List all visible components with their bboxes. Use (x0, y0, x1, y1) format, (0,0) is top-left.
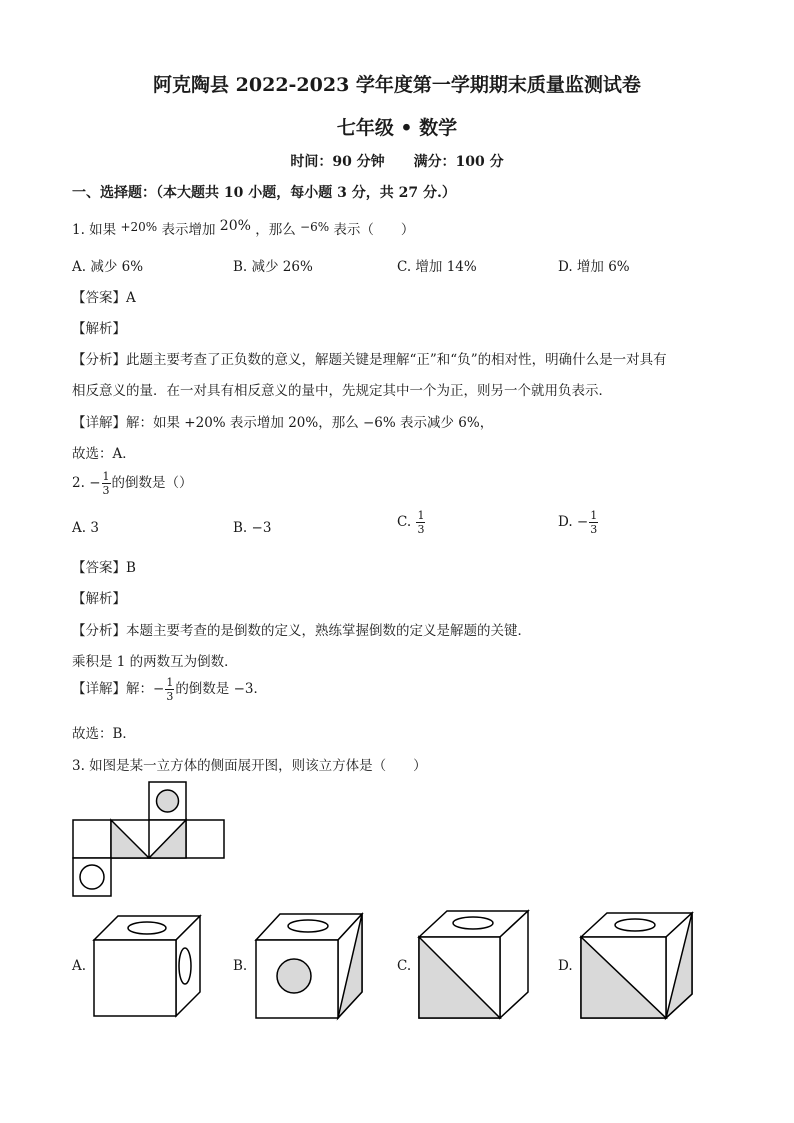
q2-option-c-numerator: 1 (417, 509, 425, 522)
q1-stem-part: ，那么 (255, 222, 296, 238)
exam-subtitle: 七年级 • 数学 (336, 117, 458, 139)
q2-denominator: 3 (102, 484, 110, 497)
q2-option-d-denominator: 3 (590, 523, 598, 536)
q3-option-d-label[interactable]: D. (558, 958, 573, 974)
q1-analysis-line2: 相反意义的量．在一对具有相反意义的量中，先规定其中一个为正，则另一个就用负表示． (72, 383, 612, 399)
q1-option-b[interactable]: B. 减少 26% (233, 259, 313, 275)
q2-numerator: 1 (102, 470, 110, 483)
q2-answer: 【答案】B (72, 560, 136, 576)
q2-option-c-label: C. (397, 514, 412, 530)
q2-detail-part: 【详解】解：− (72, 681, 165, 697)
q3-stem: 3. 如图是某一立方体的侧面展开图，则该立方体是（ ） (72, 758, 427, 774)
exam-time: 时间：90 分钟 (290, 154, 385, 170)
q1-stem-part: 表示（ ） (333, 222, 415, 238)
q2-option-d-label: D. − (558, 514, 589, 530)
section-heading: 一、选择题：（本大题共 10 小题，每小题 3 分，共 27 分.） (72, 185, 456, 201)
q1-option-c[interactable]: C. 增加 14% (397, 259, 477, 275)
q1-option-d[interactable]: D. 增加 6% (558, 259, 630, 275)
q3-option-b-label[interactable]: B. (233, 958, 248, 974)
q3-option-c-label[interactable]: C. (397, 958, 412, 974)
exam-title: 阿克陶县 2022-2023 学年度第一学期期末质量监测试卷 (153, 74, 641, 96)
q1-stem-part: +20% (120, 220, 158, 234)
q1-stem-part: −6% (300, 220, 330, 234)
q2-stem-tail: 的倒数是（） (111, 475, 193, 491)
q1-option-a[interactable]: A. 减少 6% (72, 259, 144, 275)
q2-number: 2. (72, 475, 85, 491)
q1-stem-part: 1. 如果 (72, 222, 117, 238)
q2-analysis-line1: 【分析】本题主要考查的是倒数的定义，熟练掌握倒数的定义是解题的关键． (72, 623, 531, 639)
q2-option-d-numerator: 1 (590, 509, 598, 522)
q2-minus: − (89, 475, 101, 491)
q1-detail: 【详解】解：如果 +20% 表示增加 20%，那么 −6% 表示减少 6%， (72, 415, 494, 431)
q2-option-b[interactable]: B. −3 (233, 520, 272, 536)
q3-option-a-label[interactable]: A. (72, 958, 87, 974)
q2-option-c-denominator: 3 (417, 523, 425, 536)
exam-score: 满分：100 分 (413, 154, 504, 170)
q1-stem-part: 20% (219, 218, 251, 234)
q1-analysis-line1: 【分析】此题主要考查了正负数的意义，解题关键是理解“正”和“负”的相对性，明确什么是一对具有 (72, 352, 667, 368)
q1-stem-part: 表示增加 (161, 222, 216, 238)
q2-analysis-line2: 乘积是 1 的两数互为倒数． (72, 654, 238, 670)
q2-jiexi: 【解析】 (72, 591, 126, 607)
q2-detail-denominator: 3 (166, 690, 174, 703)
q2-option-a[interactable]: A. 3 (72, 520, 99, 536)
q2-choose: 故选：B． (72, 726, 136, 742)
q1-answer: 【答案】A (72, 290, 136, 306)
q1-jiexi: 【解析】 (72, 321, 126, 337)
q1-choose: 故选：A． (72, 446, 136, 462)
q2-detail-numerator: 1 (166, 676, 174, 689)
q2-detail-part: 的倒数是 −3． (175, 681, 268, 697)
